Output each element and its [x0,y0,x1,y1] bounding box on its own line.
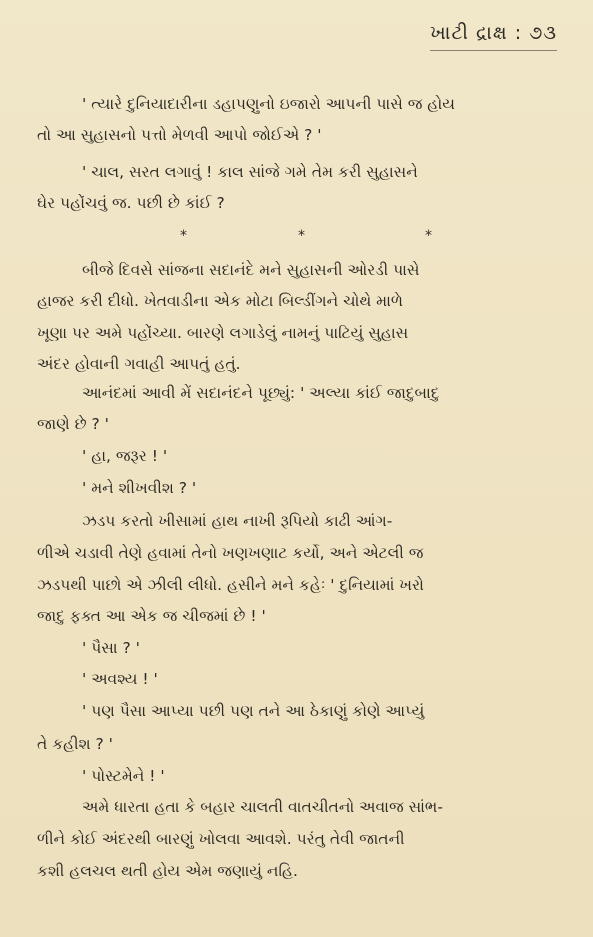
text-line: ' ચાલ, સરત લગાવું ! કાલ સાંજે ગમે તેમ કરી સુહાસને [82,163,418,181]
text-line: ઝડપ કરતો ખીસામાં હાથ નાખી રૂપિયો કાઢી આંગ- [82,512,393,530]
text-line: બીજે દિવસે સાંજના સદાનંદે મને સુહાસની ઓરડી પાસે [82,261,420,279]
text-line: ળીએ ચડાવી તેણે હવામાં તેનો ખણખણાટ કર્યો, અને એટલી જ [37,544,424,562]
text-line: તો આ સુહાસનો પત્તો મેળવી આપો જોઈએ ? ' [37,126,322,144]
text-line: કશી હલચલ થતી હોય એમ જણાયું નહિ. [37,862,298,880]
text-line: ' પણ પૈસા આપ્યા પછી પણ તને આ ઠેકાણું કોણે આપ્યું [82,702,425,720]
separator-star: * [425,228,432,244]
text-line: ' હા, જરૂર ! ' [82,447,168,465]
text-line: ળીને કોઈ અંદરથી બારણું ખોલવા આવશે. પરંતુ તેવી જાતની [37,830,405,848]
separator-star: * [180,228,187,244]
text-line: જાદુ ફક્ત આ એક જ ચીજમાં છે ! ' [37,607,266,625]
text-line: જાણે છે ? ' [37,415,109,433]
separator-star: * [298,228,305,244]
text-line: તે કહીશ ? ' [37,735,113,753]
text-line: ' પોસ્ટમેને ! ' [82,767,165,785]
text-line: ખૂણા પર અમે પહોંચ્યા. બારણે લગાડેલું નામનું પાટિયું સુહાસ [37,324,409,342]
text-line: ઘેર પહોંચવું જ. પછી છે કાંઈ ? [37,194,225,212]
text-line: ' ત્યારે દુનિયાદારીના ડહાપણુનો ઇજારો આપની પાસે જ હોય [82,95,455,113]
text-line: ઝડપથી પાછો એ ઝીલી લીધો. હસીને મને કહેઃ ' દુનિયામાં ખરો [37,576,424,594]
text-line: ' પૈસા ? ' [82,639,140,657]
text-line: આનંદમાં આવી મેં સદાનંદને પૂછ્યું: ' અલ્યા કાંઈ જાદુબાદુ [82,384,440,402]
text-line: અમે ધારતા હતા કે બહાર ચાલતી વાતચીતનો અવાજ સાંભ- [82,798,443,816]
page-header: ખાટી દ્રાક્ષ : ૭૩ [430,22,557,51]
text-line: ' મને શીખવીશ ? ' [82,479,197,497]
text-line: ' અવશ્ય ! ' [82,670,158,688]
text-line: હાજર કરી દીધો. ખેતવાડીના એક મોટા બિલ્ડીંગને ચોથે માળે [37,292,404,310]
text-line: અંદર હોવાની ગવાહી આપતું હતું. [37,355,241,373]
